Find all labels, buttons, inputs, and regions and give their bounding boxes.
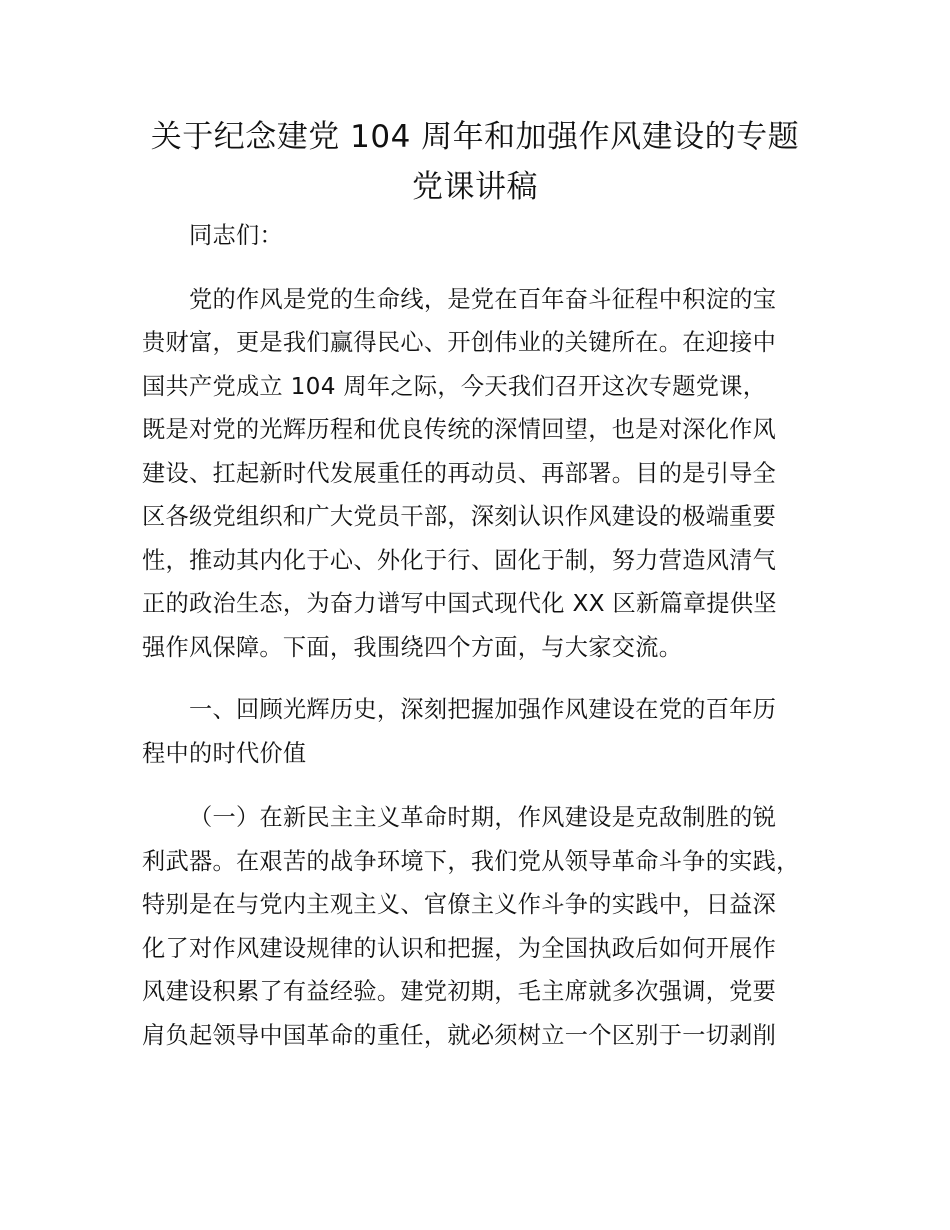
section-heading: [142, 688, 817, 775]
paragraph-line: 既是对党的光辉历程和优良传统的深情回望，也是对深化作风: [142, 416, 777, 443]
paragraph-line: 性，推动其内化于心、外化于行、固化于制，努力营造风清气: [142, 546, 777, 574]
paragraph-line: 利武器。在艰苦的战争环境下，我们党从领导革命斗争的实践，: [142, 847, 800, 875]
salutation-paragraph: [142, 214, 817, 258]
paragraph-line: （一）在新民主主义革命时期，作风建设是克敌制胜的锐: [189, 804, 777, 831]
document-title: [120, 112, 830, 212]
paragraph-line: 特别是在与党内主观主义、官僚主义作斗争的实践中，日益深: [142, 891, 777, 918]
paragraph-line: 化了对作风建设规律的认识和把握，为全国执政后如何开展作: [142, 934, 777, 962]
title-line: 关于纪念建党 104 周年和加强作风建设的专题: [150, 119, 800, 155]
paragraph-line: 肩负起领导中国革命的重任，就必须树立一个区别于一切剥削: [142, 1021, 777, 1049]
heading-line: 一、回顾光辉历史，深刻把握加强作风建设在党的百年历: [189, 696, 777, 723]
paragraph-line: 强作风保障。下面，我围绕四个方面，与大家交流。: [142, 633, 683, 661]
paragraph-line: 党的作风是党的生命线，是党在百年奋斗征程中积淀的宝: [189, 285, 777, 313]
paragraph-line: 区各级党组织和广大党员干部，深刻认识作风建设的极端重要: [142, 503, 777, 530]
intro-paragraph: [142, 278, 817, 670]
paragraph-line: 正的政治生态，为奋力谱写中国式现代化 XX 区新篇章提供坚: [142, 590, 777, 617]
paragraph-line: 国共产党成立 104 周年之际，今天我们召开这次专题党课，: [142, 372, 767, 400]
salutation-text: 同志们：: [189, 222, 283, 249]
subsection-paragraph: [142, 796, 817, 1057]
paragraph-line: 风建设积累了有益经验。建党初期，毛主席就多次强调，党要: [142, 978, 777, 1005]
title-line: 党课讲稿: [412, 169, 538, 205]
document-body: [142, 214, 817, 1057]
paragraph-line: 贵财富，更是我们赢得民心、开创伟业的关键所在。在迎接中: [142, 329, 777, 356]
heading-line: 程中的时代价值: [142, 739, 307, 767]
paragraph-line: 建设、扛起新时代发展重任的再动员、再部署。目的是引导全: [142, 459, 777, 487]
